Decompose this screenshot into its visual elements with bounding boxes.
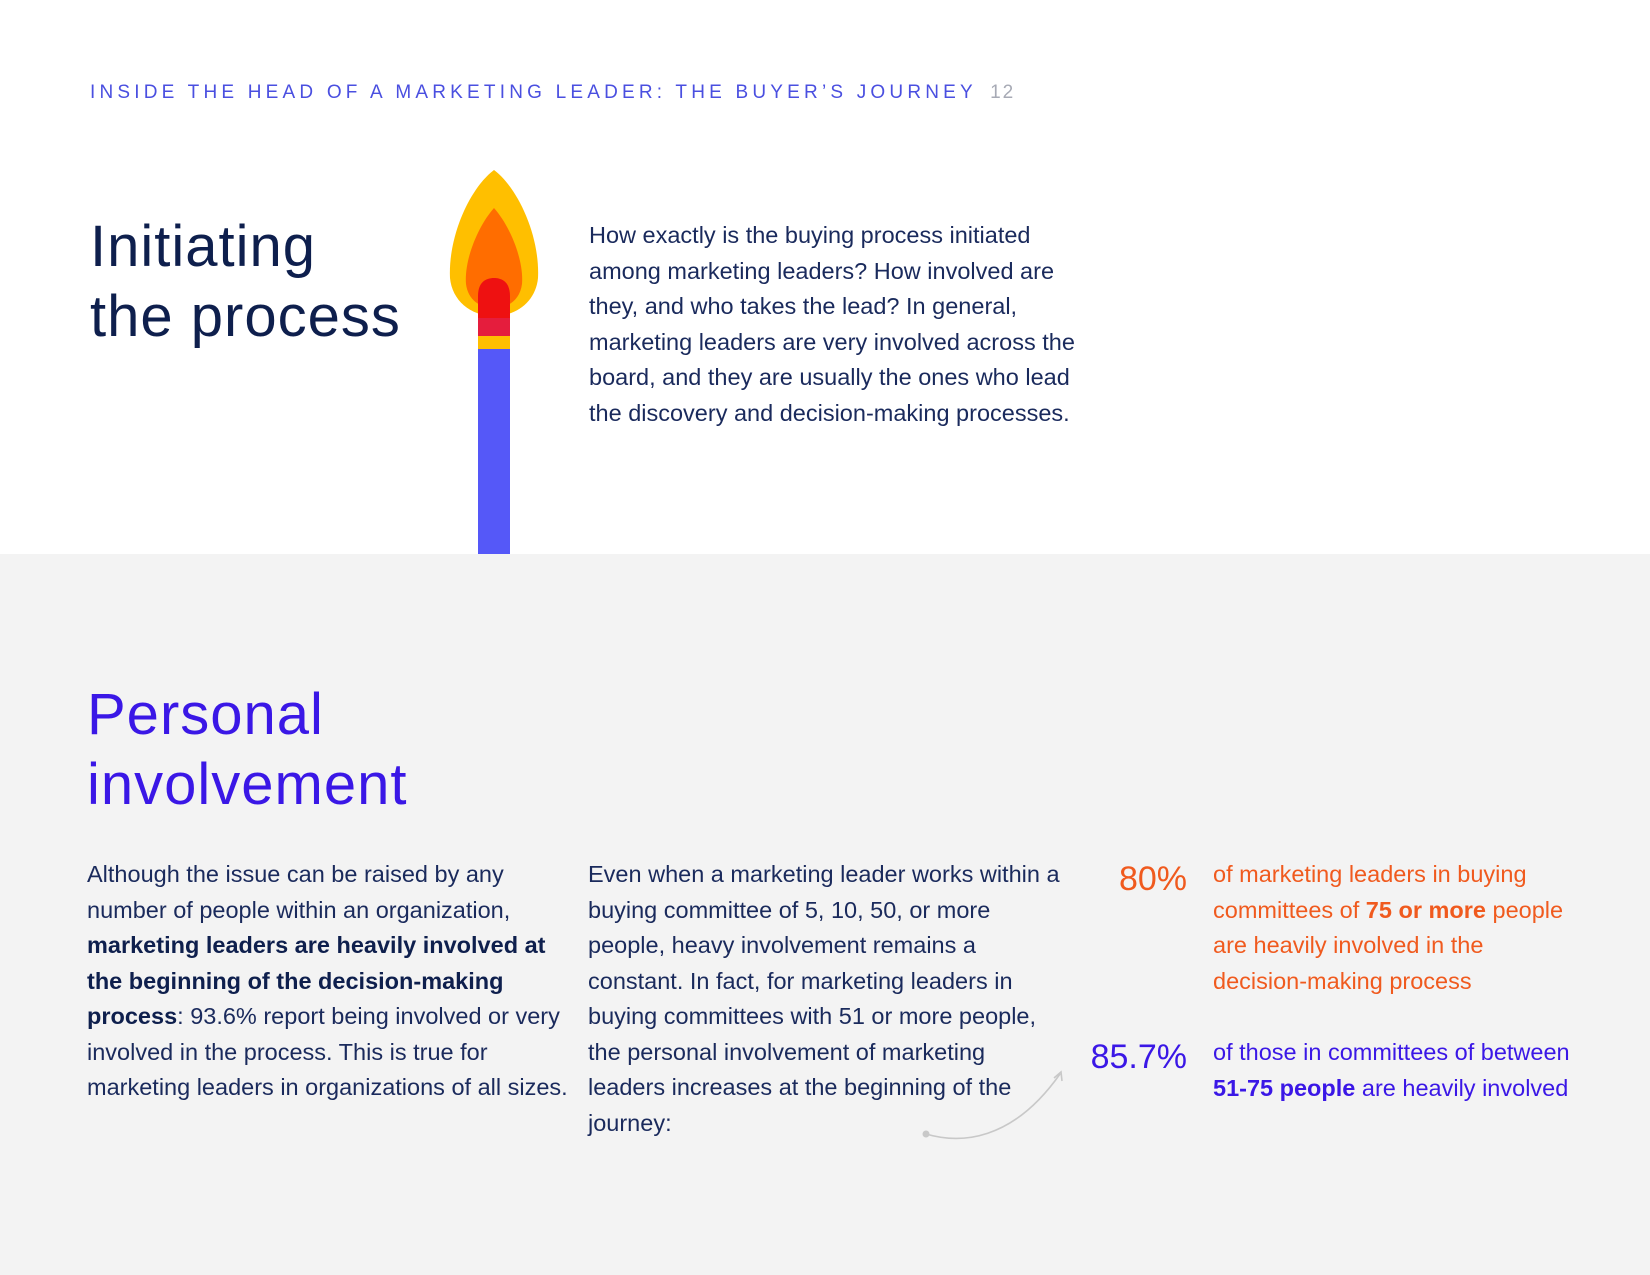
title2-line-2: involvement — [87, 752, 408, 817]
col1-text-strong: marketing leaders are heavily involved at the beginning of the decision-making process — [87, 932, 546, 1029]
intro-paragraph: How exactly is the buying process initiated among marketing leaders? How involved are they, and who takes the lead? In general, marketing leaders are very involved across the board, and they are usually the ones who lead the discovery and decision-making processes. — [589, 222, 1075, 426]
page-number: 12 — [990, 82, 1016, 103]
title-line-2: the process — [90, 284, 401, 349]
stat2-text-strong: 51-75 people — [1213, 1074, 1356, 1101]
body-column-1 — [87, 857, 577, 1106]
stat-85-7-description — [1213, 1035, 1573, 1106]
title2-line-1: Personal — [87, 682, 324, 747]
page-header — [90, 82, 1015, 104]
header-title: INSIDE THE HEAD OF A MARKETING LEADER: THE BUYER’S JOURNEY — [90, 82, 977, 103]
section-title-personal-involvement — [87, 680, 407, 820]
match-head-base — [478, 318, 510, 336]
stat-80-percent: 80% — [1118, 860, 1187, 898]
curved-arrow-icon — [920, 1068, 1070, 1148]
col1-text-part1: Although the issue can be raised by any number of people within an organization, — [87, 861, 511, 923]
stat-85-7-percent: 85.7% — [1090, 1038, 1187, 1076]
title-line-1: Initiating — [90, 214, 317, 279]
col1-text-part2: : 93.6% report being involved or very involved in the process. This is true for marketing leaders in organizations of all sizes. — [87, 1003, 568, 1100]
section-title-initiating — [90, 212, 401, 352]
stat2-text-before: of those in committees of between — [1213, 1039, 1570, 1065]
body-column-2: Even when a marketing leader works within a buying committee of 5, 10, 50, or more people, heavy involvement remains a constant. In fact, for marketing leaders in buying committees with 51 or more people, the personal involvement of marketing leaders increases at the beginning of the journey: — [588, 861, 1060, 1136]
stat1-text-after: people are heavily involved in the decision-making process — [1213, 896, 1564, 994]
stat2-text-after: are heavily involved — [1355, 1074, 1569, 1101]
stat1-text-before: of marketing leaders in buying committees of — [1213, 861, 1527, 923]
burning-match-icon — [440, 166, 540, 556]
match-band-lower — [478, 336, 510, 349]
stat-80-description — [1213, 857, 1573, 999]
match-stick-top — [478, 349, 510, 556]
stat1-text-strong: 75 or more — [1365, 896, 1486, 923]
